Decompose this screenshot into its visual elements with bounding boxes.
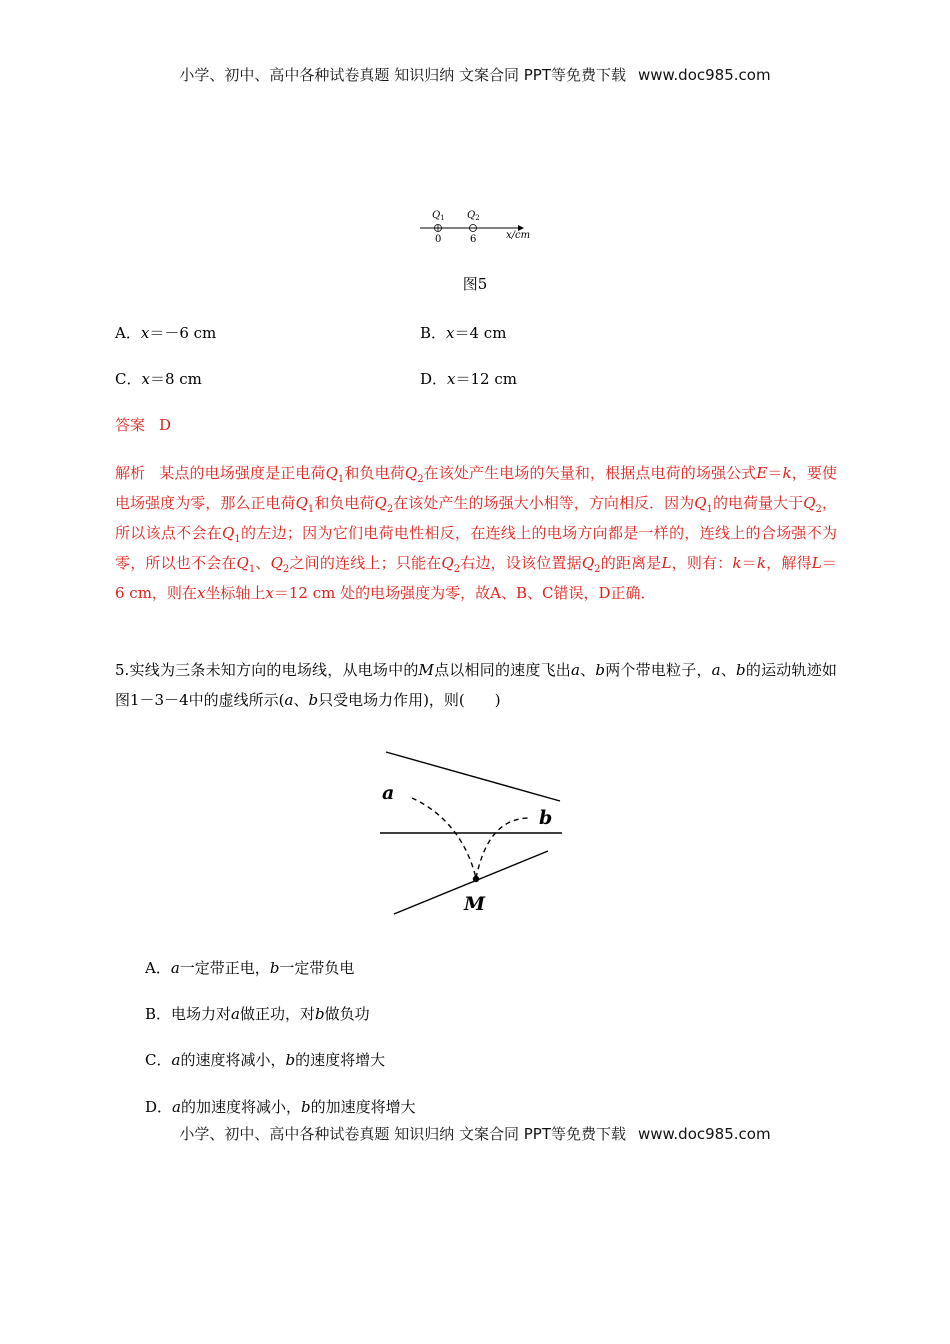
q1-label: $Q_1$ <box>432 210 445 222</box>
question-5-stem: 5.实线为三条未知方向的电场线，从电场中的M点以相同的速度飞出a、b两个带电粒子，a、b的运动轨迹如图1－3－4中的虚线所示(a、b只受电场力作用)，则( ) <box>115 661 837 709</box>
label-m: M <box>464 893 486 915</box>
page-footer <box>0 1123 950 1144</box>
trajectory-a <box>412 798 476 878</box>
label-b: b <box>539 807 553 829</box>
q5-option-b: B．电场力对a做正功，对b做负功 <box>145 1005 370 1023</box>
tick-6: 6 <box>470 234 477 245</box>
header-site: www.doc985.com <box>637 66 771 84</box>
point-m-dot <box>473 876 479 882</box>
page-header <box>0 64 950 85</box>
q4-option-d: D．x＝12 cm <box>420 370 517 388</box>
tick-0: 0 <box>435 234 442 245</box>
figure-5-caption: 图5 <box>462 275 488 293</box>
q5-option-d: D．a的加速度将减小，b的加速度将增大 <box>145 1098 416 1116</box>
figure-field-lines <box>372 740 572 922</box>
q2-label: $Q_2$ <box>467 210 480 222</box>
q4-option-b: B．x＝4 cm <box>420 324 507 342</box>
field-line-top <box>386 752 560 801</box>
analysis-paragraph: 解析 某点的电场强度是正电荷$Q_1$和负电荷$Q_2$在该处产生电场的矢量和，根据点电荷的场强公式E＝k，要使电场强度为零，那么正电荷$Q_1$和负电荷$Q_2$在该处产生的场强大小相等，方向相反．因为$Q_1$的电荷量大于$Q_2$，所以该点不会在$Q_1$的左边；因为它们电荷电性相反，在连线上的电场方向都是一样的，连线上的合场强不为零，所以也不会在$Q_1$、$Q_2$之间的连线上；只能在$Q_2$右边，设该位置据$Q_2$的距离是L，则有：k＝k，解得L＝6 cm，则在x坐标轴上x＝12 cm 处的电场强度为零，故A、B、C错误，D正确． <box>115 464 837 602</box>
footer-text: 小学、初中、高中各种试卷真题 知识归纳 文案合同 PPT等免费下载 <box>179 1125 626 1143</box>
answer-value: D <box>159 416 172 434</box>
answer-label: 答案 <box>115 416 146 434</box>
label-a: a <box>382 782 395 804</box>
q5-option-a: A．a一定带正电，b一定带负电 <box>145 959 355 977</box>
footer-site: www.doc985.com <box>637 1125 771 1143</box>
answer-line <box>115 414 171 435</box>
q4-option-c: C．x＝8 cm <box>115 370 202 388</box>
figure-5-number-line <box>418 204 538 248</box>
q5-option-c: C．a的速度将减小，b的速度将增大 <box>145 1051 386 1069</box>
header-text: 小学、初中、高中各种试卷真题 知识归纳 文案合同 PPT等免费下载 <box>179 66 626 84</box>
axis-label: x/cm <box>506 230 531 241</box>
q4-option-a: A．x＝－6 cm <box>115 324 217 342</box>
